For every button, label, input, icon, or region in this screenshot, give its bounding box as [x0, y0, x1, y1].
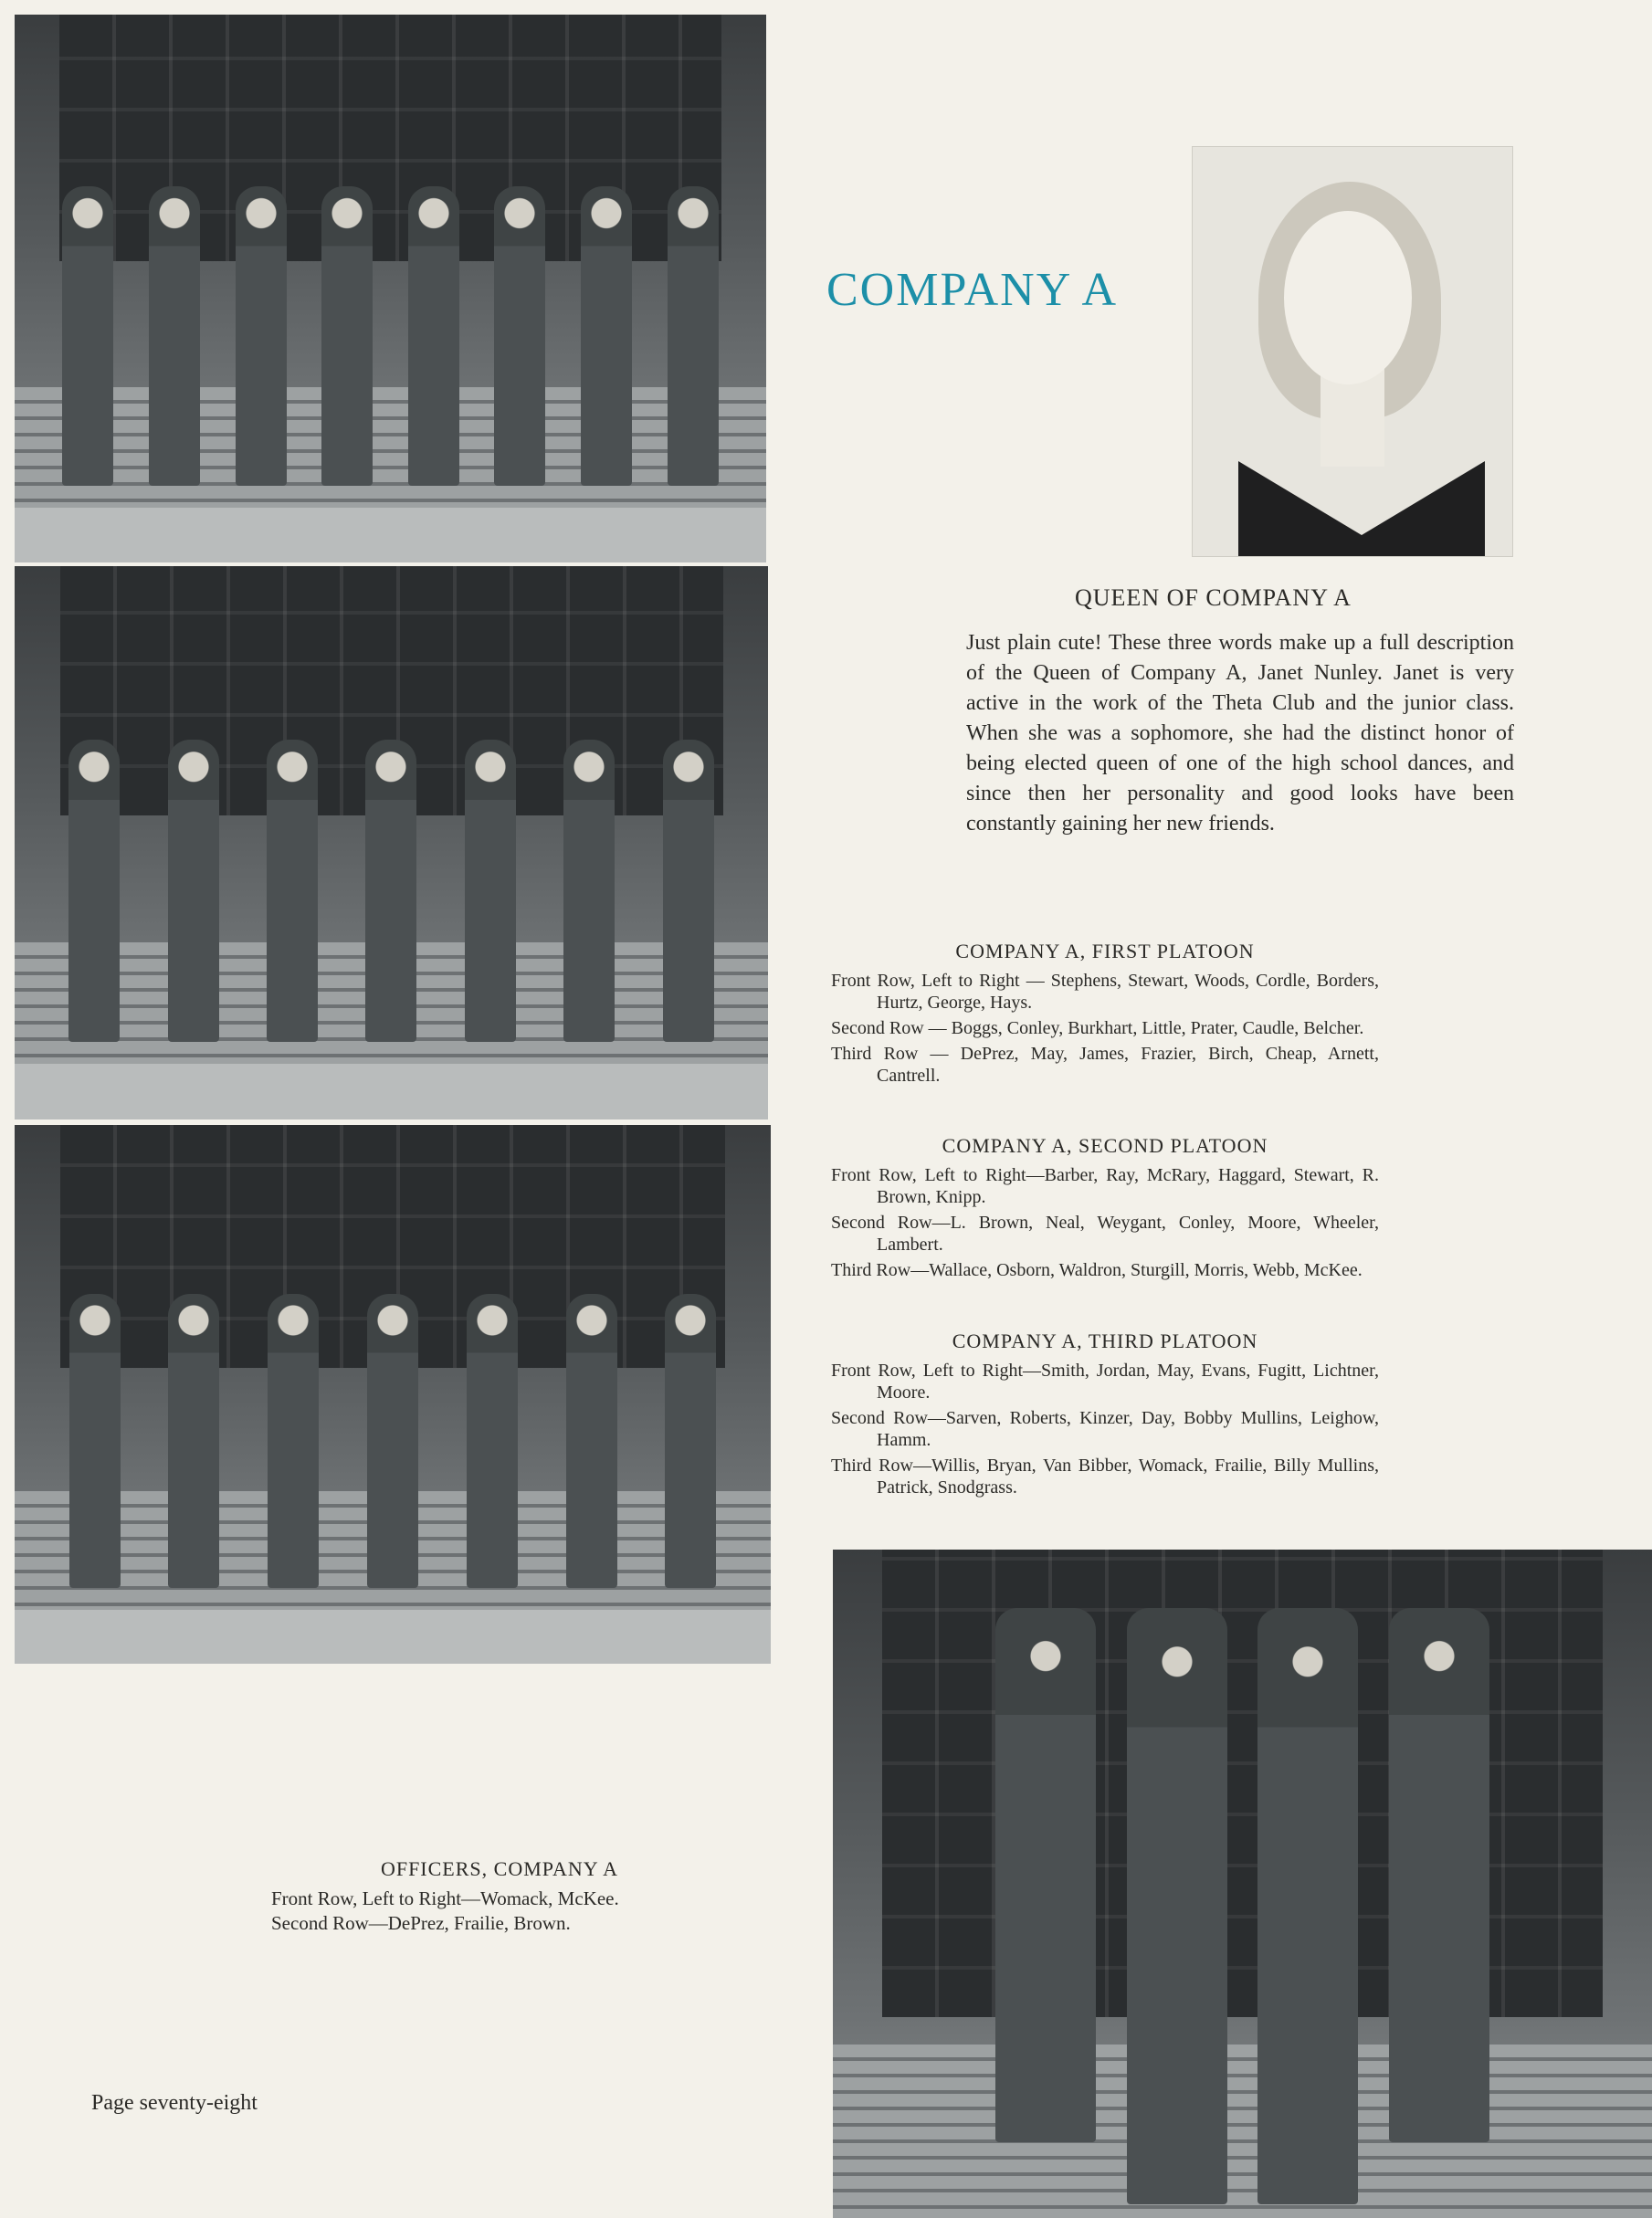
soldier [1127, 1608, 1227, 2205]
soldier [467, 1294, 518, 1588]
platoon-heading: COMPANY A, THIRD PLATOON [952, 1330, 1258, 1352]
troops [45, 58, 736, 486]
soldier [69, 1294, 121, 1588]
queen-heading: QUEEN OF COMPANY A [1075, 584, 1352, 611]
roster-row: Second Row — Boggs, Conley, Burkhart, Little, Prater, Caudle, Belcher. [831, 1018, 1364, 1038]
soldier [408, 186, 459, 486]
soldier [465, 740, 516, 1042]
roster-row: Front Row, Left to Right—Barber, Ray, McRary, Haggard, Stewart, R. Brown, Knipp. [831, 1165, 1379, 1207]
roster-row: Second Row—Sarven, Roberts, Kinzer, Day, Bobby Mullins, Leighow, Hamm. [831, 1408, 1379, 1450]
soldier [566, 1294, 617, 1588]
platoon-heading: COMPANY A, SECOND PLATOON [942, 1134, 1268, 1157]
soldier [365, 740, 416, 1042]
third-platoon-roster [831, 1330, 1379, 1502]
roster-row: Front Row, Left to Right—Womack, McKee. [271, 1887, 619, 1909]
roster-row: Front Row, Left to Right — Stephens, Stewart, Woods, Cordle, Borders, Hurtz, George, Hays. [831, 971, 1379, 1013]
second-platoon-photo [15, 566, 768, 1120]
pavement [15, 1610, 771, 1664]
pavement [15, 508, 766, 562]
face [1284, 211, 1412, 384]
officers-heading: OFFICERS, COMPANY A [380, 1857, 619, 1880]
soldier [668, 186, 719, 486]
soldier [321, 186, 373, 486]
first-platoon-roster [831, 941, 1379, 1090]
first-platoon-photo [15, 15, 766, 562]
queen-portrait [1192, 146, 1513, 557]
roster-row: Second Row—DePrez, Frailie, Brown. [271, 1912, 571, 1934]
page-number: Page seventy-eight [91, 2091, 258, 2115]
pavement [15, 1064, 768, 1120]
soldier [149, 186, 200, 486]
roster-row: Third Row—Willis, Bryan, Van Bibber, Womack, Frailie, Billy Mullins, Patrick, Snodgrass. [831, 1456, 1379, 1498]
soldier [68, 740, 120, 1042]
roster-row: Front Row, Left to Right—Smith, Jordan, May, Evans, Fugitt, Lichtner, Moore. [831, 1361, 1379, 1403]
third-platoon-photo [15, 1125, 771, 1664]
soldier [581, 186, 632, 486]
soldier [367, 1294, 418, 1588]
soldier [62, 186, 113, 486]
troops [45, 610, 738, 1042]
officers-roster [271, 1856, 728, 1936]
soldier [268, 1294, 319, 1588]
soldier [168, 740, 219, 1042]
soldier [665, 1294, 716, 1588]
troops [45, 1168, 741, 1588]
soldier [236, 186, 287, 486]
soldier [995, 1608, 1096, 2142]
queen-description: Just plain cute! These three words make up a full description of the Queen of Company A, Janet Nunley. Janet is very active in the work of the Theta Club and the junior class. When she was a sophomore, she had the distinct honor of being elected queen of one of the high school dances, and since then her personality and good looks have been constantly gaining her new friends. [966, 631, 1514, 836]
roster-row: Third Row—Wallace, Osborn, Waldron, Sturgill, Morris, Webb, McKee. [831, 1260, 1363, 1280]
soldier [563, 740, 615, 1042]
soldier [1257, 1608, 1358, 2205]
soldier [663, 740, 714, 1042]
roster-row: Second Row—L. Brown, Neal, Weygant, Conley, Moore, Wheeler, Lambert. [831, 1213, 1379, 1255]
roster-row: Third Row — DePrez, May, James, Frazier, Birch, Cheap, Arnett, Cantrell. [831, 1044, 1379, 1086]
soldier [267, 740, 318, 1042]
platoon-heading: COMPANY A, FIRST PLATOON [955, 940, 1255, 962]
soldier [1389, 1608, 1489, 2142]
page-title: COMPANY A [826, 264, 1119, 316]
troops [980, 1576, 1504, 2204]
soldier [494, 186, 545, 486]
second-platoon-roster [831, 1135, 1379, 1285]
officers-photo [833, 1550, 1652, 2218]
soldier [168, 1294, 219, 1588]
